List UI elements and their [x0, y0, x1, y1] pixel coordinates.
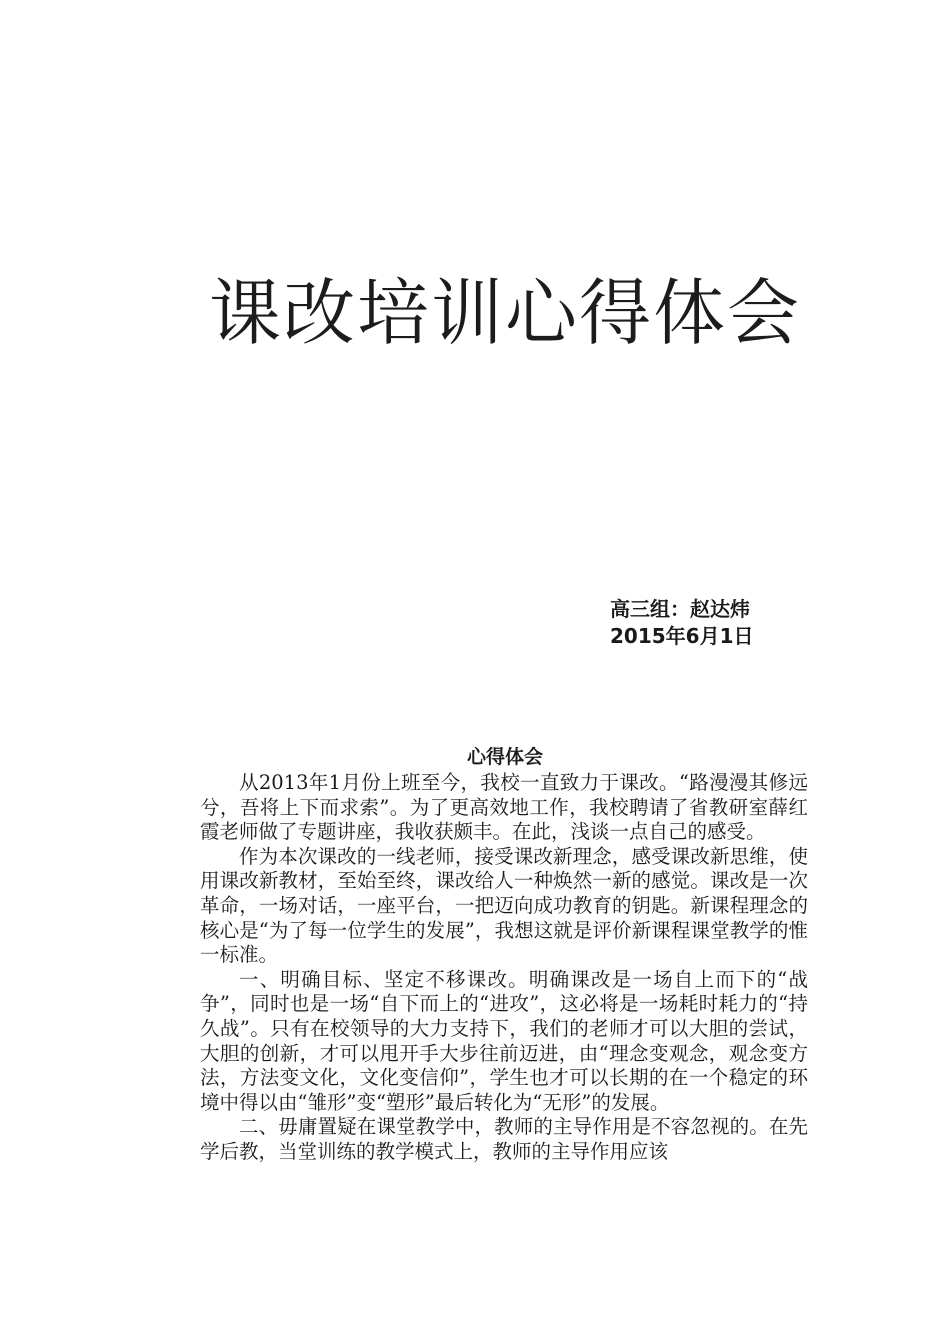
document-title: 课改培训心得体会: [208, 271, 801, 355]
paragraph: 作为本次课改的一线老师，接受课改新理念，感受课改新思维，使用课改新教材，至始至终，课改给人一种焕然一新的感觉。课改是一次革命，一场对话，一座平台，一把迈向成功教育的钥匙。新课程理念的核心是“为了每一位学生的发展”，我想这就是评价新课程课堂教学的惟一标准。: [200, 844, 808, 967]
author-block: [610, 596, 754, 650]
paragraph: 一、明确目标、坚定不移课改。明确课改是一场自上而下的“战争”，同时也是一场“自下而上的“进攻”，这必将是一场耗时耗力的“持久战”。只有在校领导的大力支持下，我们的老师才可以大胆的尝试，大胆的创新，才可以甩开手大步往前迈进，由“理念变观念，观念变方法，方法变文化，文化变信仰”，学生也才可以长期的在一个稳定的环境中得以由“雏形”变“塑形”最后转化为“无形”的发展。: [200, 967, 808, 1114]
body-text: [200, 771, 808, 1165]
date-line: 2015年6月1日: [610, 624, 754, 648]
author-line: 高三组：赵达炜: [610, 597, 750, 621]
paragraph: 从2013年1月份上班至今，我校一直致力于课改。“路漫漫其修远兮，吾将上下而求索”。为了更高效地工作，我校聘请了省教研室薛红霞老师做了专题讲座，我收获颇丰。在此，浅谈一点自己的感受。: [200, 771, 808, 844]
paragraph: 二、毋庸置疑在课堂教学中，教师的主导作用是不容忽视的。在先学后教，当堂训练的教学模式上，教师的主导作用应该: [200, 1115, 808, 1163]
section-title: 心得体会: [466, 746, 543, 768]
